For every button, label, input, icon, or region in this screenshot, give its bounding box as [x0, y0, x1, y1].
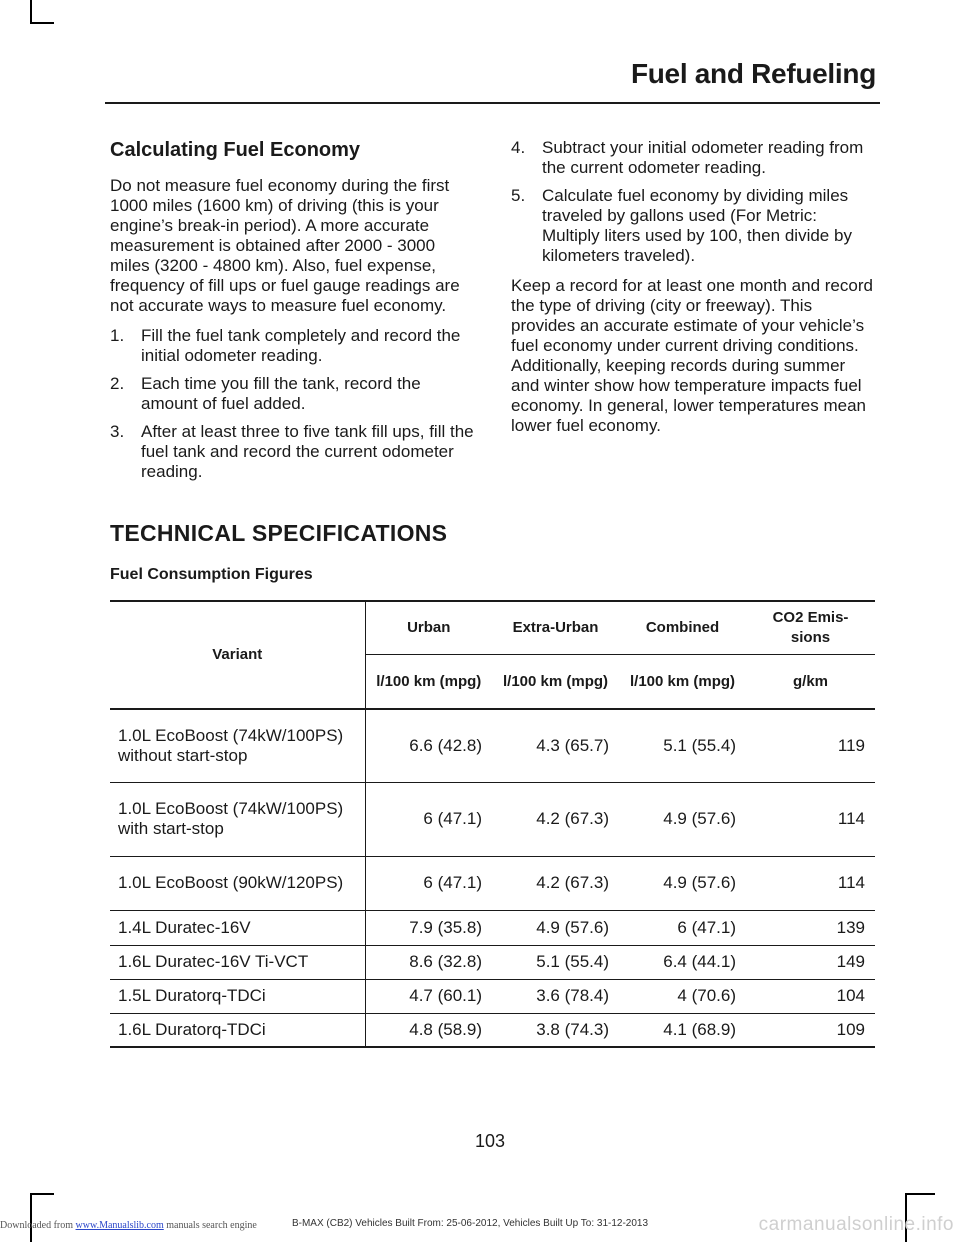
variant-cell: 1.0L EcoBoost (74kW/100PS) with start-stop [110, 782, 365, 856]
step-item [511, 138, 877, 178]
extra-urban-cell: 4.3 (65.7) [492, 709, 619, 782]
combined-cell: 4.9 (57.6) [619, 782, 746, 856]
page-title: Fuel and Refueling [630, 58, 876, 89]
urban-cell: 7.9 (35.8) [365, 910, 492, 945]
download-suffix: manuals search engine [166, 1220, 257, 1231]
download-notice [0, 1220, 257, 1231]
unit-header-combined: l/100 km (mpg) [619, 655, 746, 710]
step-text: After at least three to five tank fill ups, fill the fuel tank and record the current odometer reading. [141, 422, 474, 481]
steps-list [511, 138, 877, 266]
combined-cell: 6.4 (44.1) [619, 945, 746, 979]
unit-header-urban: l/100 km (mpg) [365, 655, 492, 710]
step-item [511, 186, 877, 266]
unit-header-co2: g/km [746, 655, 875, 710]
step-number: 5. [511, 186, 526, 205]
variant-cell: 1.6L Duratorq-TDCi [110, 1013, 365, 1047]
co2-cell: 149 [746, 945, 875, 979]
right-column [511, 138, 877, 446]
column-header-variant: Variant [110, 601, 365, 709]
fuel-consumption-subheading: Fuel Consumption Figures [110, 566, 313, 583]
extra-urban-cell: 5.1 (55.4) [492, 945, 619, 979]
co2-cell: 114 [746, 782, 875, 856]
table-header-row [110, 601, 875, 655]
co2-cell: 119 [746, 709, 875, 782]
extra-urban-cell: 4.2 (67.3) [492, 782, 619, 856]
step-text: Calculate fuel economy by dividing miles traveled by gallons used (For Metric: Multiply liters used by 100, then divide by kilometers traveled). [542, 186, 852, 265]
step-number: 2. [110, 374, 125, 393]
step-number: 1. [110, 326, 125, 345]
header-divider [105, 102, 880, 104]
fuel-consumption-table [110, 600, 875, 1048]
crop-mark [30, 0, 32, 24]
crop-mark [907, 1193, 935, 1195]
urban-cell: 6 (47.1) [365, 856, 492, 910]
urban-cell: 8.6 (32.8) [365, 945, 492, 979]
combined-cell: 6 (47.1) [619, 910, 746, 945]
table-row [110, 856, 875, 910]
step-text: Fill the fuel tank completely and record the initial odometer reading. [141, 326, 461, 365]
urban-cell: 6 (47.1) [365, 782, 492, 856]
combined-cell: 4 (70.6) [619, 979, 746, 1013]
table-row [110, 945, 875, 979]
technical-specifications-heading: TECHNICAL SPECIFICATIONS [110, 520, 448, 546]
page-number: 103 [474, 1131, 506, 1151]
extra-urban-cell: 4.9 (57.6) [492, 910, 619, 945]
table-row [110, 709, 875, 782]
download-prefix: Downloaded from [0, 1220, 74, 1231]
column-header-combined: Combined [619, 601, 746, 655]
variant-cell: 1.0L EcoBoost (90kW/120PS) [110, 856, 365, 910]
urban-cell: 4.8 (58.9) [365, 1013, 492, 1047]
combined-cell: 4.1 (68.9) [619, 1013, 746, 1047]
table-row [110, 782, 875, 856]
co2-cell: 114 [746, 856, 875, 910]
watermark: carmanualsonline.info [758, 1214, 954, 1235]
column-header-co2: CO2 Emis-sions [746, 601, 875, 655]
section-heading: Calculating Fuel Economy [110, 139, 361, 161]
variant-cell: 1.5L Duratorq-TDCi [110, 979, 365, 1013]
vehicle-footer: B-MAX (CB2) Vehicles Built From: 25-06-2012, Vehicles Built Up To: 31-12-2013 [291, 1218, 649, 1229]
variant-cell: 1.4L Duratec-16V [110, 910, 365, 945]
step-text: Each time you fill the tank, record the amount of fuel added. [141, 374, 421, 413]
intro-paragraph: Do not measure fuel economy during the first 1000 miles (1600 km) of driving (this is your engine’s break-in period). A more accurate measurement is obtained after 2000 - 3000 miles (3200 - 4800 km). Also, fuel expense, frequency of fill ups or fuel gauge readings are not accurate ways to measure fuel economy. [110, 176, 460, 315]
crop-mark [30, 1193, 54, 1195]
co2-cell: 104 [746, 979, 875, 1013]
table-row [110, 910, 875, 945]
co2-cell: 109 [746, 1013, 875, 1047]
unit-header-extra-urban: l/100 km (mpg) [492, 655, 619, 710]
step-item [110, 422, 475, 482]
combined-cell: 5.1 (55.4) [619, 709, 746, 782]
urban-cell: 4.7 (60.1) [365, 979, 492, 1013]
step-number: 3. [110, 422, 125, 441]
co2-cell: 139 [746, 910, 875, 945]
urban-cell: 6.6 (42.8) [365, 709, 492, 782]
record-paragraph: Keep a record for at least one month and record the type of driving (city or freeway). This provides an accurate estimate of your vehicle’s fuel economy under current driving conditions. Additionally, keeping records during summer and winter show how temperature impacts fuel economy. In general, lower temperatures mean lower fuel economy. [511, 276, 873, 435]
extra-urban-cell: 3.6 (78.4) [492, 979, 619, 1013]
steps-list [110, 326, 475, 482]
step-text: Subtract your initial odometer reading from the current odometer reading. [542, 138, 864, 177]
combined-cell: 4.9 (57.6) [619, 856, 746, 910]
variant-cell: 1.0L EcoBoost (74kW/100PS) without start-stop [110, 709, 365, 782]
left-column [110, 138, 475, 492]
table-row [110, 979, 875, 1013]
table-row [110, 1013, 875, 1047]
crop-mark [30, 22, 54, 24]
step-number: 4. [511, 138, 526, 157]
manualslib-link[interactable]: www.Manualslib.com [75, 1220, 164, 1231]
step-item [110, 326, 475, 366]
extra-urban-cell: 4.2 (67.3) [492, 856, 619, 910]
variant-cell: 1.6L Duratec-16V Ti-VCT [110, 945, 365, 979]
extra-urban-cell: 3.8 (74.3) [492, 1013, 619, 1047]
column-header-urban: Urban [365, 601, 492, 655]
column-header-extra-urban: Extra-Urban [492, 601, 619, 655]
step-item [110, 374, 475, 414]
